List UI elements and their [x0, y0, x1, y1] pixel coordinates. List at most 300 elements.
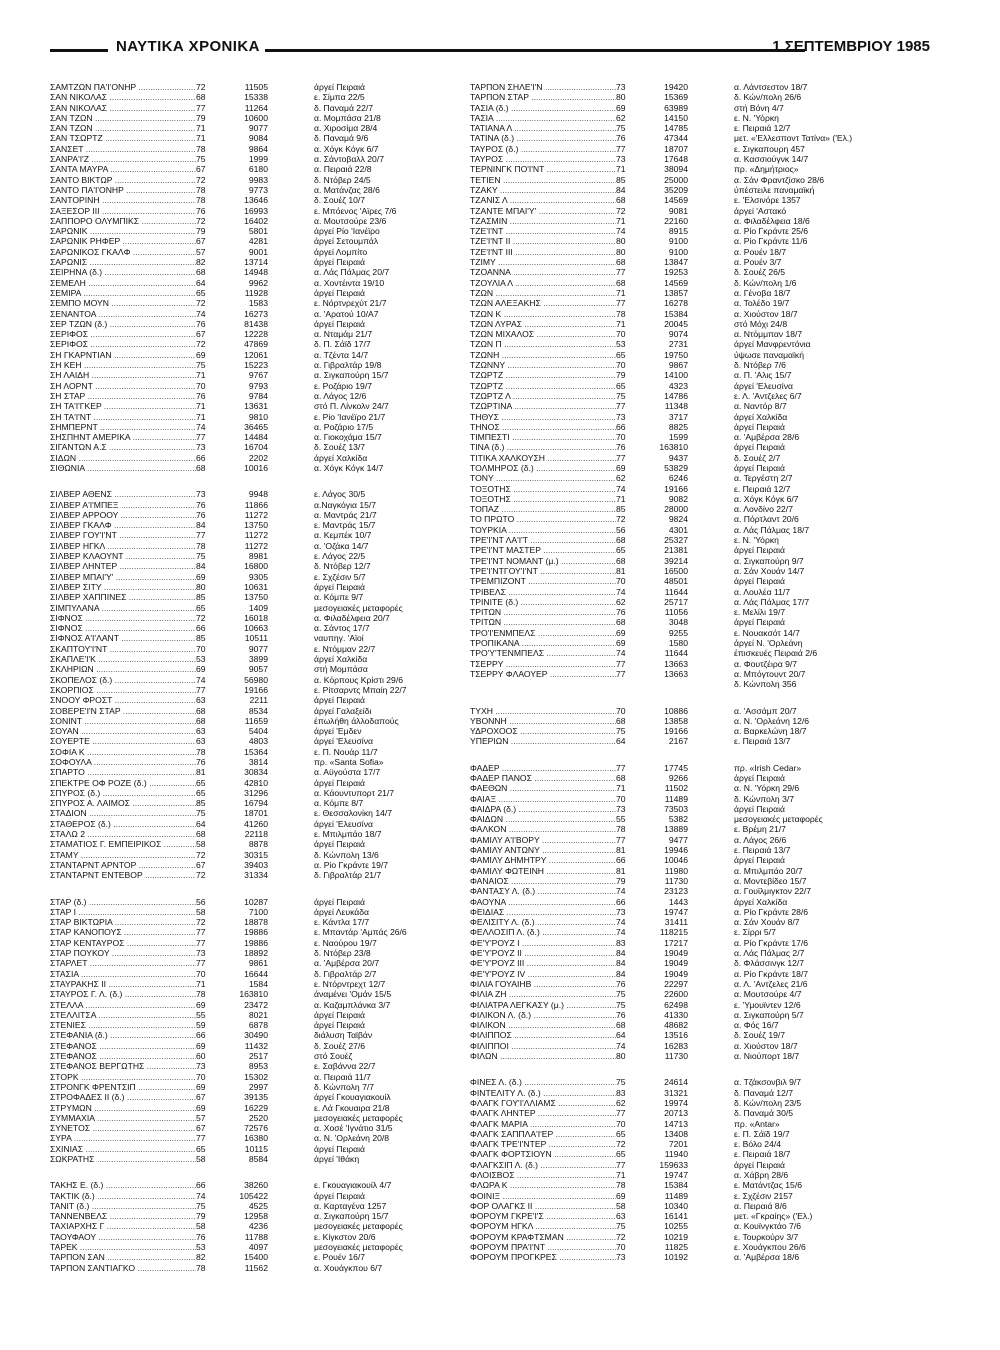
ship-row	[470, 412, 890, 422]
ship-name: ΦΕΙΔΙΑΣ .....	[470, 907, 616, 917]
ship-name: ΤΖΩΝ Κ .....	[470, 309, 616, 319]
tonnage: 9001	[248, 246, 268, 257]
location-status: άργεί Πειραιά	[314, 1143, 365, 1154]
ship-row	[50, 360, 470, 370]
ship-row	[470, 185, 890, 195]
build-year: 84	[616, 948, 626, 959]
tonnage: 18892	[244, 948, 268, 959]
location-status: στή Βόνη 4/7	[734, 102, 784, 113]
build-year: 70	[616, 432, 626, 443]
build-year: 67	[196, 164, 206, 175]
build-year: 75	[616, 1077, 626, 1088]
ship-name: ΣΙΦΝΟΣ .....	[50, 613, 196, 623]
location-status: δ. Σουέζ 13/7	[314, 442, 366, 453]
build-year: 82	[196, 1252, 206, 1263]
ship-name: ΣΤΑΡ ΚΑΝΟΠΟΥΣ .....	[50, 927, 196, 937]
ship-name: ΦΟΡΟΥΜ ΚΡΑΦΤΣΜΑΝ .....	[470, 1232, 616, 1242]
ship-name: ΣΤΕΛΛΙΤΣΑ .....	[50, 1010, 196, 1020]
location-status: α. Αϋγούστα 17/7	[314, 767, 381, 778]
ship-group	[470, 82, 890, 690]
location-status: α. Πειραιά 11/7	[314, 1071, 371, 1082]
location-status: α. Ρίο Γκράντε 28/6	[734, 906, 809, 917]
ship-name: ΣΑΝ ΤΖΩΝ .....	[50, 113, 196, 123]
ship-name: ΤΖΩΝ Π .....	[470, 339, 616, 349]
ship-name: ΤΡΙΝΙΤΕ (δ.) .....	[470, 597, 616, 607]
ship-name: ΣΑΝΡΑ'Ι'Ζ .....	[50, 154, 196, 164]
tonnage: 14569	[664, 195, 688, 206]
ship-name: ΦΑΝΤΑΣΥ Λ. (δ.) .....	[470, 886, 616, 896]
ship-name: ΤΖΩΝΝΥ .....	[470, 360, 616, 370]
ship-name: ΤΡΟΠΙΚΑΝΑ .....	[470, 638, 616, 648]
ship-row	[470, 236, 890, 246]
ship-row	[50, 1201, 470, 1211]
ship-row	[50, 819, 470, 829]
tonnage: 42810	[244, 777, 268, 788]
location-status: ε. Σχζέσιν 5/7	[314, 571, 366, 582]
ship-name: ΦΕΛΛΟΣΙΠ Λ. (δ.) .....	[470, 927, 616, 937]
tonnage: 11562	[244, 1262, 268, 1273]
build-year: 77	[196, 530, 206, 541]
build-year: 68	[196, 462, 206, 473]
ship-name: ΣΕΙΡΗΝΑ (δ.) .....	[50, 267, 196, 277]
build-year: 75	[616, 123, 626, 134]
build-year: 70	[616, 705, 626, 716]
ship-row	[470, 494, 890, 504]
tonnage: 9084	[248, 133, 268, 144]
tonnage: 38094	[664, 164, 688, 175]
location-status: άργεί Χαλκίδα	[314, 452, 368, 463]
location-status: άργεί 'Ελευσίνα	[314, 818, 373, 829]
tonnage: 19747	[664, 906, 688, 917]
location-status: α. Πειραιά 8/6	[734, 1200, 787, 1211]
build-year: 80	[616, 92, 626, 103]
ship-row	[470, 154, 890, 164]
build-year: 72	[196, 870, 206, 881]
ship-name: ΦΛΑΓΚ ΣΑΠΠΛΑ'Ι'ΕΡ .....	[470, 1129, 616, 1139]
ship-name: ΥΒΟΝΝΗ .....	[470, 716, 616, 726]
tonnage: 13847	[664, 257, 688, 268]
ship-row	[50, 432, 470, 442]
build-year: 76	[196, 509, 206, 520]
location-status: δ. Κώνπολη 3/7	[734, 793, 795, 804]
ship-name: ΤΟΥΡΚΙΑ .....	[470, 525, 616, 535]
ship-name: ΣΑΝ ΝΙΚΟΛΑΣ .....	[50, 92, 196, 102]
build-year: 66	[616, 896, 626, 907]
ship-name: ΦΙΛΙΚΟΝ Λ. (δ.) .....	[470, 1010, 616, 1020]
tonnage: 8915	[668, 226, 688, 237]
tonnage: 28000	[664, 504, 688, 515]
tonnage: 20045	[664, 318, 688, 329]
build-year: 75	[616, 390, 626, 401]
tonnage: 5382	[668, 814, 688, 825]
tonnage: 16278	[664, 298, 688, 309]
tonnage: 13750	[244, 592, 268, 603]
tonnage: 31411	[664, 917, 688, 928]
location-status: ε. Μπόενος 'Αϊρες 7/6	[314, 205, 397, 216]
tonnage: 7201	[668, 1139, 688, 1150]
ship-row	[470, 814, 890, 824]
location-status: άργεί 'Ιθάκη	[314, 1153, 360, 1164]
build-year: 68	[196, 705, 206, 716]
build-year: 65	[616, 1128, 626, 1139]
location-status: α. Λάς Πάλμας 18/7	[734, 524, 810, 535]
tonnage: 41260	[244, 818, 268, 829]
build-year: 82	[196, 257, 206, 268]
build-year: 53	[616, 339, 626, 350]
ship-group	[50, 1180, 470, 1273]
ship-name: ΤΑΣΙΑ (δ.) .....	[470, 103, 616, 113]
ship-name: ΣΙΛΒΕΡ ΓΟΥ'Ι'ΝΤ .....	[50, 530, 196, 540]
build-year: 77	[616, 298, 626, 309]
ship-row	[50, 278, 470, 288]
tonnage: 16644	[244, 968, 268, 979]
ship-name: ΦΕΛΙΣΙΤΥ Λ. (δ.) .....	[470, 917, 616, 927]
ship-row	[50, 808, 470, 818]
ship-name: ΤΑΡΠΟΝ ΣΑΝ .....	[50, 1252, 196, 1262]
location-status: α.Ναγκόγια 15/7	[314, 499, 377, 510]
location-status: δ. Παναμά 30/5	[734, 1108, 794, 1119]
tonnage: 63989	[664, 102, 688, 113]
location-status: ε. Λά Γκουαιρα 21/8	[314, 1102, 390, 1113]
build-year: 65	[616, 380, 626, 391]
tonnage: 11272	[244, 509, 268, 520]
build-year: 75	[616, 999, 626, 1010]
location-status: α. Χουάγκπου 6/7	[314, 1262, 383, 1273]
tonnage: 8981	[248, 551, 268, 562]
tonnage: 13663	[664, 668, 688, 679]
location-status: α. Κόμπε 8/7	[314, 798, 364, 809]
tonnage: 19253	[664, 267, 688, 278]
ship-row	[50, 236, 470, 246]
location-status: άργεί Πειραιά	[314, 1009, 365, 1020]
ship-row	[470, 1221, 890, 1231]
location-status: ε. Πειραιά 13/7	[734, 736, 791, 747]
build-year: 71	[616, 783, 626, 794]
build-year: 77	[616, 658, 626, 669]
location-status: άργεί Πειραιά	[314, 318, 365, 329]
tonnage: 19166	[664, 483, 688, 494]
ship-row	[50, 1221, 470, 1231]
tonnage: 11928	[244, 287, 268, 298]
location-status: δ. Σουέζ 19/7	[734, 1030, 786, 1041]
ship-name: ΣΤΟΡΚ .....	[50, 1072, 196, 1082]
ship-row	[470, 917, 890, 927]
ship-row	[50, 907, 470, 917]
tonnage: 9948	[248, 489, 268, 500]
tonnage: 10016	[244, 462, 268, 473]
ship-row	[470, 1020, 890, 1030]
ship-row	[50, 1232, 470, 1242]
ship-row	[50, 453, 470, 463]
ship-name: ΣΠΑΡΤΟ .....	[50, 767, 196, 777]
ship-name: ΣΑΝΤΟ ΒΙΚΤΩΡ .....	[50, 175, 196, 185]
build-year: 66	[616, 855, 626, 866]
ship-name: ΣΗΜΠΕΡΝΤ .....	[50, 422, 196, 432]
ship-row	[50, 757, 470, 767]
tonnage: 23123	[664, 886, 688, 897]
build-year: 75	[616, 1221, 626, 1232]
publication-title: ΝΑΥΤΙΚΑ ΧΡΟΝΙΚΑ	[116, 38, 260, 55]
build-year: 65	[616, 1149, 626, 1160]
tonnage: 9077	[248, 123, 268, 134]
ship-row	[470, 473, 890, 483]
ship-name: ΦΑΝΑΙΟΣ .....	[470, 876, 616, 886]
build-year: 76	[196, 390, 206, 401]
build-year: 73	[196, 489, 206, 500]
ship-row	[470, 113, 890, 123]
tonnage: 16402	[244, 215, 268, 226]
build-year: 76	[616, 1009, 626, 1020]
tonnage: 4097	[248, 1242, 268, 1253]
ship-name: ΣΟΦΟΥΛΑ .....	[50, 757, 196, 767]
location-status: άργεί Χαλκίδα	[314, 654, 368, 665]
ship-name: ΤΖΩΡΤΖ Λ .....	[470, 391, 616, 401]
tonnage: 72576	[244, 1123, 268, 1134]
ship-row	[470, 309, 890, 319]
ship-row	[50, 979, 470, 989]
ship-name: ΦΕ'Υ'ΡΟΥΖ ΙV .....	[470, 969, 616, 979]
ship-row	[50, 1072, 470, 1082]
location-status: α. Γένοβα 18/7	[734, 287, 791, 298]
build-year: 74	[616, 483, 626, 494]
tonnage: 6878	[248, 1020, 268, 1031]
ship-row	[470, 1252, 890, 1262]
ship-name: ΦΕ'Υ'ΡΟΥΖ ΙΙΙ .....	[470, 958, 616, 968]
build-year: 74	[196, 421, 206, 432]
location-status: ύπέστειλε παναμαϊκή	[734, 184, 815, 195]
ship-row	[470, 381, 890, 391]
build-year: 73	[196, 442, 206, 453]
ship-name: ΦΟΡΟΥΜ ΠΡΟΓΚΡΕΣ .....	[470, 1252, 616, 1262]
ship-row	[50, 633, 470, 643]
ship-row	[470, 716, 890, 726]
ship-row	[50, 551, 470, 561]
ship-row	[470, 1242, 890, 1252]
location-status: ε. Σιγκαπουρη 457	[734, 143, 805, 154]
build-year: 73	[616, 803, 626, 814]
location-status: α. 'Οζάκα 14/7	[314, 540, 369, 551]
build-year: 84	[196, 520, 206, 531]
build-year: 77	[616, 1159, 626, 1170]
ship-name: ΣΚΑΠΛΕ'Ι'Κ .....	[50, 654, 196, 664]
location-status: α. Ν. 'Υόρκη 29/6	[734, 783, 800, 794]
ship-row	[50, 298, 470, 308]
build-year: 66	[196, 452, 206, 463]
ship-name: ΤΑΥΡΟΣ (δ.) .....	[470, 144, 616, 154]
tonnage: 8584	[248, 1153, 268, 1164]
ship-name: ΣΠΥΡΟΣ Α. ΛΑΙΜΟΣ .....	[50, 798, 196, 808]
ship-name: ΣΤΕΛΛΑ .....	[50, 1000, 196, 1010]
location-status: δ. Σουέζ 10/7	[314, 195, 366, 206]
ship-row	[470, 247, 890, 257]
ship-row	[50, 381, 470, 391]
location-status: α. Λάς Πάλμας 17/7	[734, 596, 810, 607]
tonnage: 36465	[244, 421, 268, 432]
location-status: δ. Ντόβερ 24/5	[314, 174, 371, 185]
ship-row	[50, 1211, 470, 1221]
tonnage: 1443	[668, 896, 688, 907]
tonnage: 10340	[664, 1200, 688, 1211]
tonnage: 11489	[664, 1190, 688, 1201]
build-year: 68	[616, 535, 626, 546]
ship-row	[50, 216, 470, 226]
location-status: α. Χοσέ 'Ιγνάτιο 31/5	[314, 1123, 393, 1134]
ship-row	[470, 1139, 890, 1149]
location-status: α. Κεμπέκ 10/7	[314, 530, 372, 541]
ship-name: ΤΡΕ'Ι'ΝΤ ΛΑ'Ι'Τ .....	[470, 535, 616, 545]
build-year: 75	[196, 1200, 206, 1211]
ship-name: ΦΟΙΝΙΞ .....	[470, 1191, 616, 1201]
ship-row	[50, 829, 470, 839]
ship-name: ΦΙΛΙΠΠΟΣ .....	[470, 1030, 616, 1040]
tonnage: 2517	[248, 1051, 268, 1062]
ship-row	[50, 133, 470, 143]
tonnage: 9867	[668, 360, 688, 371]
tonnage: 16141	[664, 1211, 688, 1222]
location-status: άργεί Πειραιά	[314, 896, 365, 907]
build-year: 68	[616, 715, 626, 726]
build-year: 74	[616, 927, 626, 938]
location-status: α. Ροζάριο 17/5	[314, 421, 374, 432]
ship-name: ΤΡΕΜΠΙΖΟΝΤ .....	[470, 576, 616, 586]
build-year: 71	[616, 215, 626, 226]
tonnage: 2731	[668, 339, 688, 350]
ship-name: ΣΑΡΩΝΙΣ .....	[50, 257, 196, 267]
location-status: άργεί Πειραιά	[734, 421, 785, 432]
location-status: α. Χοντέιντα 19/10	[314, 277, 385, 288]
location-status: α. Χόγκ Κόγκ 14/7	[314, 462, 384, 473]
build-year: 72	[196, 298, 206, 309]
ship-row	[470, 617, 890, 627]
build-year: 72	[616, 1231, 626, 1242]
ship-name: ΣΩΚΡΑΤΗΣ .....	[50, 1154, 196, 1164]
build-year: 80	[616, 236, 626, 247]
location-status: στό Π. Λίνκολν 24/7	[314, 401, 389, 412]
ship-row	[50, 92, 470, 102]
tonnage: 11730	[664, 1051, 688, 1062]
ship-name: ΣΕΜΕΛΗ .....	[50, 278, 196, 288]
tonnage: 48501	[664, 576, 688, 587]
tonnage: 11272	[244, 540, 268, 551]
location-status: α. Νιούπορτ 18/7	[734, 1051, 800, 1062]
build-year: 78	[196, 746, 206, 757]
ship-row	[470, 736, 890, 746]
ship-name: ΣΙΜΠΥΛΑΝΑ .....	[50, 603, 196, 613]
location-status: μεσογειακές μεταφορές	[314, 1112, 403, 1123]
build-year	[616, 679, 642, 689]
location-status: ε. Γκουαγιακουίλ 4/7	[314, 1180, 392, 1191]
build-year: 58	[616, 1200, 626, 1211]
build-year: 80	[616, 246, 626, 257]
ship-row	[50, 767, 470, 777]
ship-name: ΦΑΟΥΝΑ .....	[470, 897, 616, 907]
location-status: άργεί Πειραιά	[314, 257, 365, 268]
ship-group	[50, 897, 470, 1165]
ship-row	[470, 133, 890, 143]
location-status: άργεί Πειραιά	[734, 803, 785, 814]
ship-name: ΣΥΜΜΑΧΙΑ .....	[50, 1113, 196, 1123]
ship-name: ΣΙΛΒΕΡ Α'Ι'ΜΠΕΞ .....	[50, 500, 196, 510]
location-status: α. 'Αμβέρσα 20/7	[314, 958, 380, 969]
tonnage: 19747	[664, 1169, 688, 1180]
ship-row	[470, 566, 890, 576]
build-year: 68	[616, 257, 626, 268]
location-status: α. Λάγος 26/6	[734, 834, 787, 845]
tonnage: 2997	[248, 1081, 268, 1092]
build-year: 67	[196, 329, 206, 340]
tonnage: 25000	[664, 174, 688, 185]
tonnage: 16500	[664, 565, 688, 576]
location-status: στό Σουέζ	[314, 1051, 353, 1062]
ship-row	[50, 572, 470, 582]
ship-row	[470, 648, 890, 658]
ship-row	[50, 726, 470, 736]
build-year: 64	[616, 1030, 626, 1041]
build-year: 78	[196, 184, 206, 195]
header-rule-left	[50, 49, 108, 52]
ship-row	[50, 654, 470, 664]
location-status: ε. Ρουέν 16/7	[314, 1252, 366, 1263]
build-year: 72	[196, 612, 206, 623]
ship-row	[50, 989, 470, 999]
ship-row	[50, 685, 470, 695]
build-year: 62	[616, 1097, 626, 1108]
ship-row	[470, 824, 890, 834]
ship-row	[50, 1061, 470, 1071]
ship-row	[50, 489, 470, 499]
ship-row	[50, 860, 470, 870]
build-year: 56	[196, 896, 206, 907]
tonnage: 3899	[248, 654, 268, 665]
ship-row	[50, 1030, 470, 1040]
tonnage: 1583	[248, 298, 268, 309]
ship-row	[50, 1252, 470, 1262]
tonnage: 11644	[664, 586, 688, 597]
ship-name: ΦΛΑΓΚ ΤΡΕ'Ι'ΝΤΕΡ .....	[470, 1139, 616, 1149]
ship-name: ΦΛΟΙΣΒΟΣ .....	[470, 1170, 616, 1180]
ship-row	[50, 144, 470, 154]
tonnage: 9983	[248, 174, 268, 185]
ship-row	[50, 463, 470, 473]
tonnage: 22160	[664, 215, 688, 226]
location-status: α. Λ. 'Αντζελες 21/6	[734, 978, 808, 989]
location-status: άργεί Σετουμπάλ	[314, 236, 379, 247]
ship-row	[50, 288, 470, 298]
ship-row	[50, 1051, 470, 1061]
ship-name: ΣΑΝΣΕΤ .....	[50, 144, 196, 154]
ship-row	[50, 500, 470, 510]
build-year: 62	[616, 473, 626, 484]
tonnage: 9305	[248, 571, 268, 582]
location-status: ε. Λάγος 22/5	[314, 551, 366, 562]
location-status: ε. 'Ελσινόρε 1357	[734, 195, 801, 206]
ship-row	[470, 329, 890, 339]
ship-name: ΤΟΠΑΖ .....	[470, 504, 616, 514]
ship-name: ΣΙΓΑΝΤΩΝ Α.Σ .....	[50, 442, 196, 452]
tonnage: 22600	[664, 989, 688, 1000]
build-year: 65	[616, 349, 626, 360]
location-status: μεσογειακές μεταφορές	[314, 602, 403, 613]
location-status: α. Ρίο Γκράντε 17/6	[734, 937, 809, 948]
tonnage: 9057	[248, 664, 268, 675]
ship-row	[50, 716, 470, 726]
build-year: 78	[196, 195, 206, 206]
ship-row	[50, 870, 470, 880]
build-year: 85	[196, 592, 206, 603]
tonnage: 14150	[664, 112, 688, 123]
build-year: 72	[196, 215, 206, 226]
ship-row	[50, 917, 470, 927]
